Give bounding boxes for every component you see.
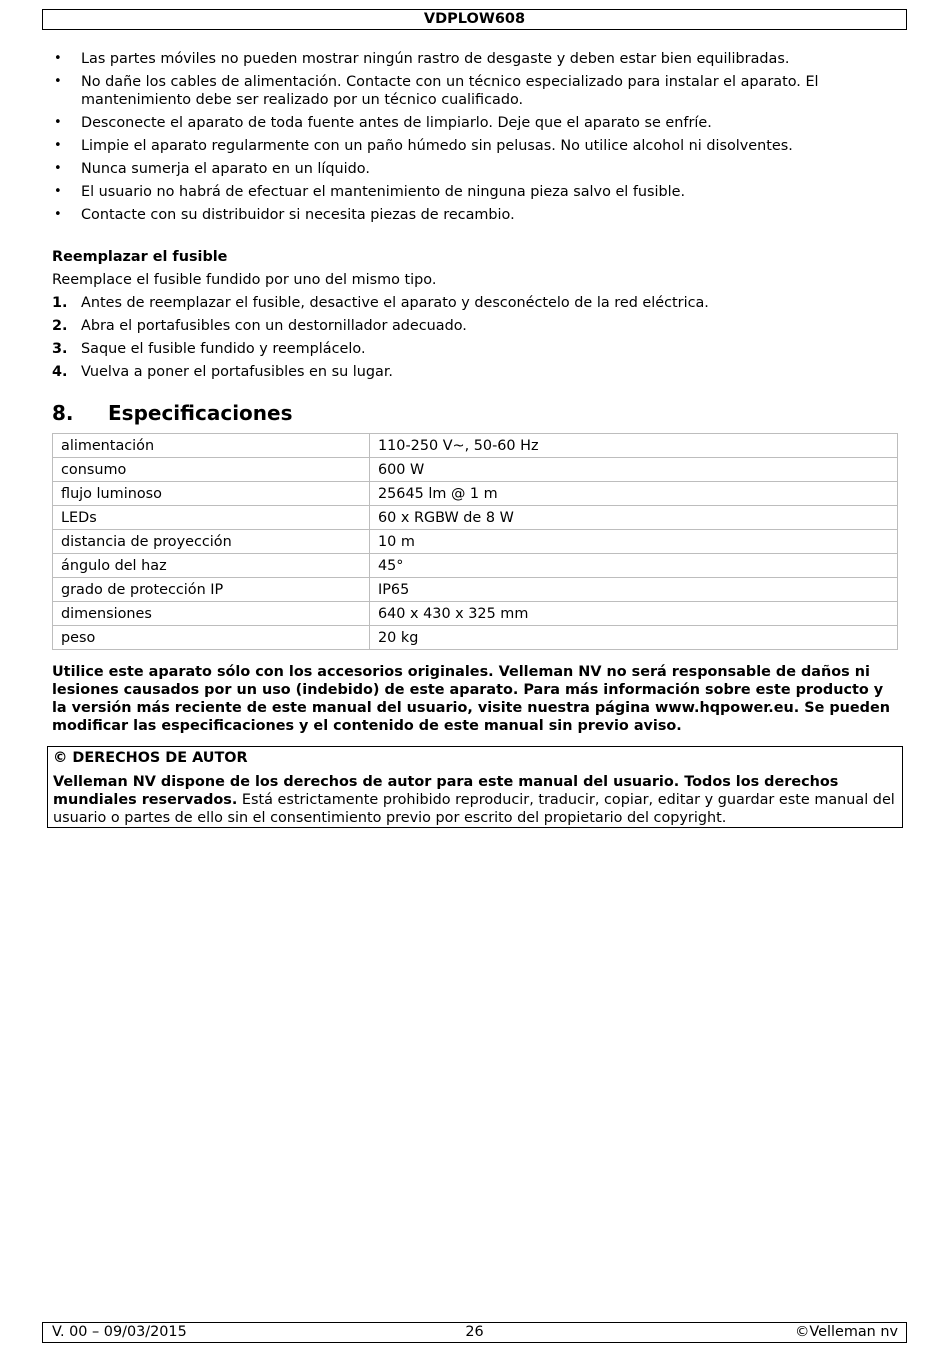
spec-value: 10 m xyxy=(370,530,898,554)
table-row xyxy=(53,530,898,554)
specifications-table xyxy=(52,433,898,650)
copyright-text: Está estrictamente prohibido reproducir, traducir, copiar, editar y guardar este manual del usuario o partes de ello sin el consentimiento previo por escrito del propietario del copyright. xyxy=(53,792,895,826)
table-row xyxy=(53,554,898,578)
spec-key: peso xyxy=(53,626,370,650)
table-row xyxy=(53,506,898,530)
copyright-body xyxy=(53,773,897,827)
section-title: Especificaciones xyxy=(108,401,293,425)
spec-key: consumo xyxy=(53,458,370,482)
page-number: 26 xyxy=(465,1324,484,1340)
spec-value: IP65 xyxy=(370,578,898,602)
list-item: • Desconecte el aparato de toda fuente antes de limpiarlo. Deje que el aparato se enfríe. xyxy=(52,114,902,132)
spec-value: 600 W xyxy=(370,458,898,482)
section-heading xyxy=(52,401,902,425)
spec-value: 20 kg xyxy=(370,626,898,650)
spec-value: 45° xyxy=(370,554,898,578)
spec-key: grado de protección IP xyxy=(53,578,370,602)
step-text: Saque el fusible fundido y reemplácelo. xyxy=(81,341,366,357)
section-number: 8. xyxy=(52,401,74,425)
table-row xyxy=(53,626,898,650)
copyright-bold-text: Velleman NV dispone de los derechos de autor para este manual del usuario. Todos los derechos mundiales reservados. xyxy=(53,774,839,808)
spec-value: 110-250 V~, 50-60 Hz xyxy=(370,434,898,458)
step-number: 3. xyxy=(52,341,68,357)
spec-key: dimensiones xyxy=(53,602,370,626)
step-text: Abra el portafusibles con un destornillador adecuado. xyxy=(81,318,467,334)
list-item: • Limpie el aparato regularmente con un paño húmedo sin pelusas. No utilice alcohol ni disolventes. xyxy=(52,137,902,155)
fuse-steps xyxy=(52,294,902,381)
fuse-heading: Reemplazar el fusible xyxy=(52,249,228,265)
step-item xyxy=(52,317,902,335)
step-number: 2. xyxy=(52,318,68,334)
page-header xyxy=(42,9,907,30)
model-title: VDPLOW608 xyxy=(423,11,526,27)
table-row xyxy=(53,482,898,506)
spec-key: LEDs xyxy=(53,506,370,530)
copyright-box xyxy=(47,746,903,828)
list-item: • Nunca sumerja el aparato en un líquido. xyxy=(52,160,902,178)
step-item xyxy=(52,340,902,358)
table-row xyxy=(53,602,898,626)
maintenance-list xyxy=(52,50,902,224)
list-item: • El usuario no habrá de efectuar el mantenimiento de ninguna pieza salvo el fusible. xyxy=(52,183,902,201)
page-footer xyxy=(42,1322,907,1343)
disclaimer-text: Utilice este aparato sólo con los accesorios originales. Velleman NV no será responsable de daños ni lesiones causados por un uso (indebido) de este aparato. Para más información sobre este producto y la versión más reciente de este manual del usuario, visite nuestra página www.hqpower.eu. Se pueden modificar las especificaciones y el contenido de este manual sin previo aviso. xyxy=(52,664,890,734)
table-row xyxy=(53,434,898,458)
version-date: V. 00 – 09/03/2015 xyxy=(52,1324,187,1340)
fuse-intro: Reemplace el fusible fundido por uno del mismo tipo. xyxy=(52,272,437,288)
list-item: • Contacte con su distribuidor si necesita piezas de recambio. xyxy=(52,206,902,224)
spec-value: 640 x 430 x 325 mm xyxy=(370,602,898,626)
step-number: 1. xyxy=(52,295,68,311)
spec-key: alimentación xyxy=(53,434,370,458)
spec-key: distancia de proyección xyxy=(53,530,370,554)
step-text: Antes de reemplazar el fusible, desactive el aparato y desconéctelo de la red eléctrica. xyxy=(81,295,709,311)
step-text: Vuelva a poner el portafusibles en su lugar. xyxy=(81,364,394,380)
spec-value: 60 x RGBW de 8 W xyxy=(370,506,898,530)
table-row xyxy=(53,458,898,482)
copyright-title: © DERECHOS DE AUTOR xyxy=(53,750,248,766)
table-row xyxy=(53,578,898,602)
page-content xyxy=(52,50,902,735)
spec-value: 25645 lm @ 1 m xyxy=(370,482,898,506)
spec-key: ángulo del haz xyxy=(53,554,370,578)
step-item xyxy=(52,363,902,381)
list-item: • No dañe los cables de alimentación. Contacte con un técnico especializado para instalar el aparato. El mantenimiento debe ser realizado por un técnico cualificado. xyxy=(52,73,902,109)
list-item: • Las partes móviles no pueden mostrar ningún rastro de desgaste y deben estar bien equilibradas. xyxy=(52,50,902,68)
footer-brand: ©Velleman nv xyxy=(795,1324,898,1340)
step-item xyxy=(52,294,902,312)
spec-key: flujo luminoso xyxy=(53,482,370,506)
step-number: 4. xyxy=(52,364,68,380)
